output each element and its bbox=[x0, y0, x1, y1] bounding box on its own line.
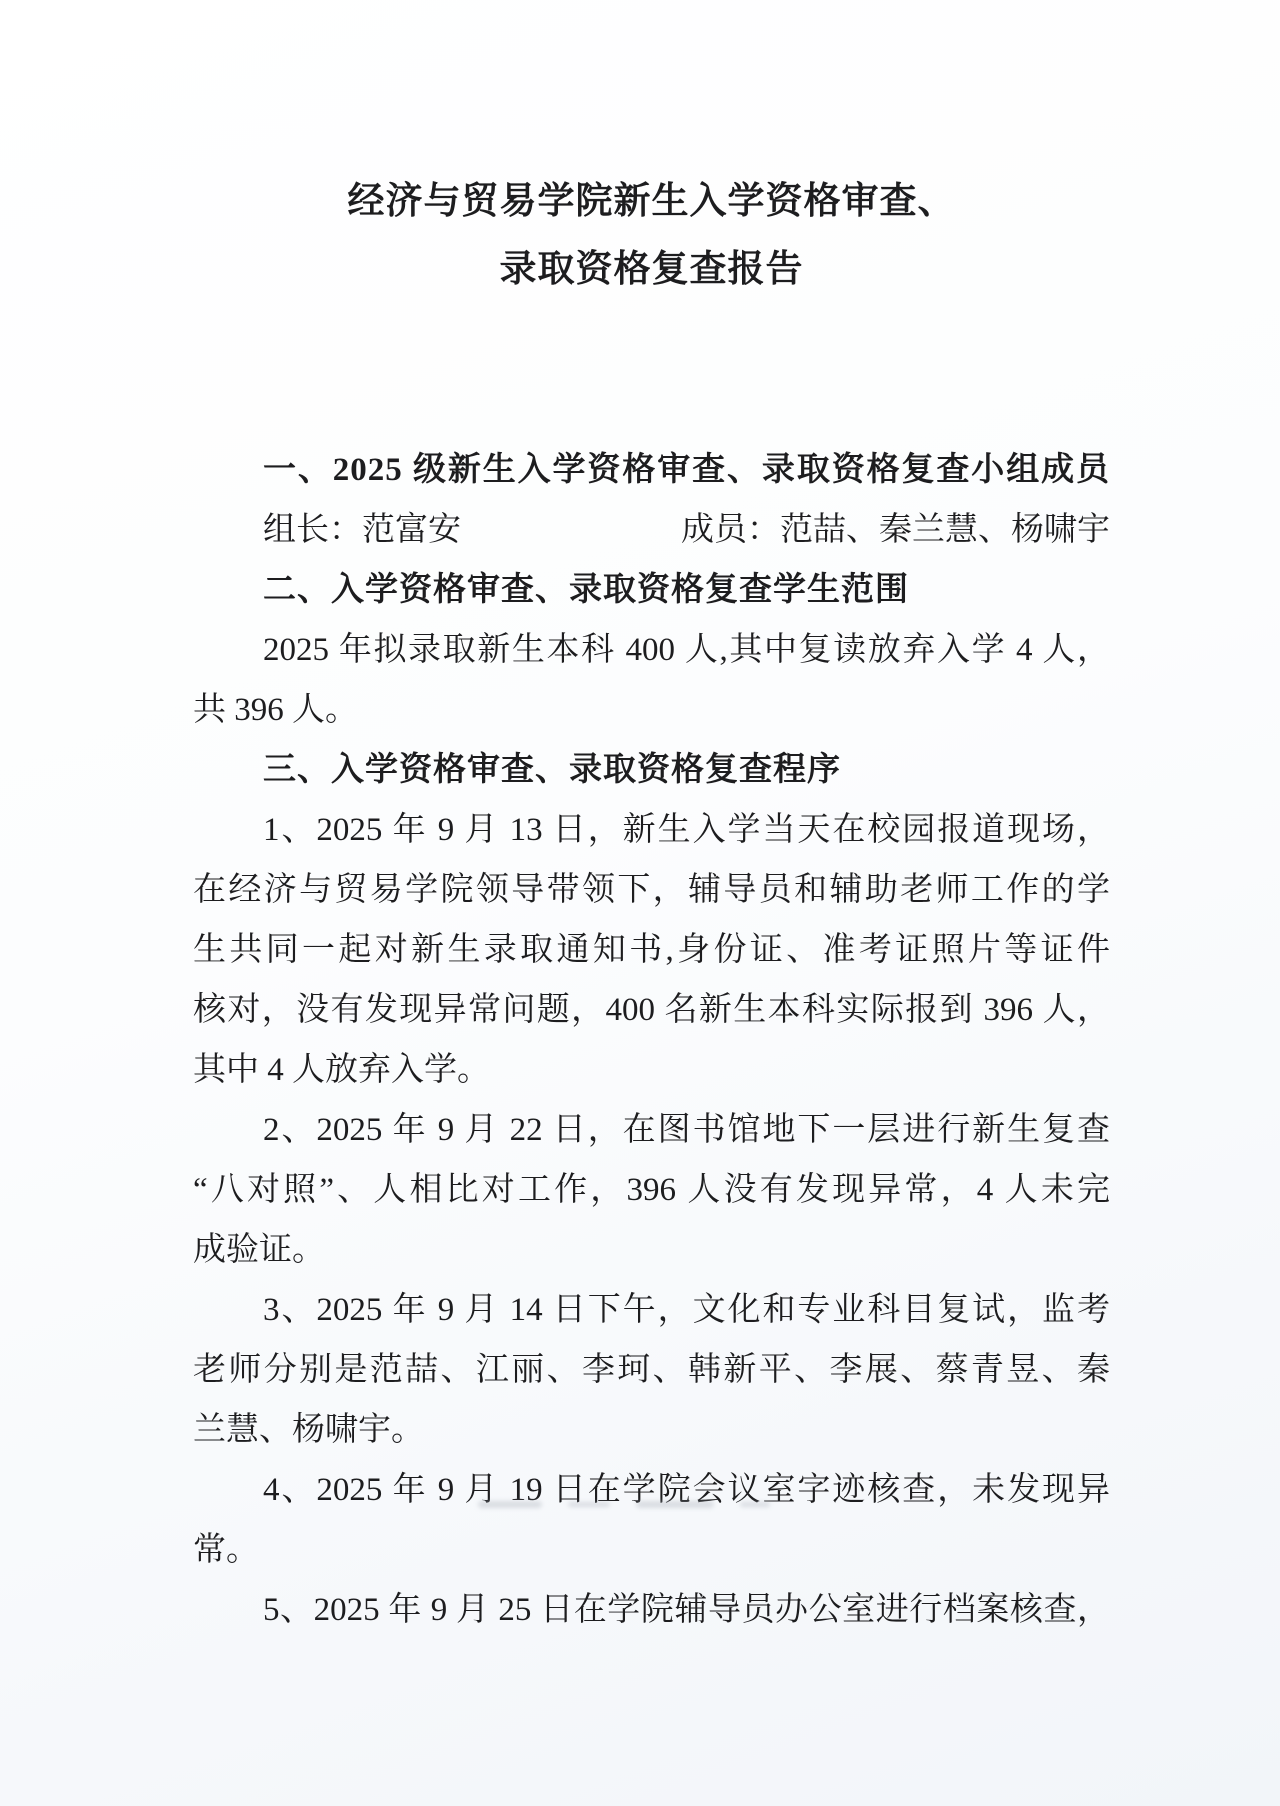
body-line: 在经济与贸易学院领导带领下，辅导员和辅助老师工作的学 bbox=[193, 872, 1110, 908]
body-line: 常。 bbox=[193, 1532, 259, 1568]
body-line: 核对，没有发现异常问题，400 名新生本科实际报到 396 人， bbox=[193, 992, 1110, 1028]
body-line-segment: 成员：范喆、秦兰慧、杨啸宇 bbox=[681, 512, 1110, 548]
document-body bbox=[193, 440, 1110, 1640]
body-line-segment: 组长：范富安 bbox=[263, 512, 461, 548]
document-title-line-1: 经济与贸易学院新生入学资格审查、 bbox=[347, 181, 956, 222]
body-line: 成验证。 bbox=[193, 1232, 325, 1268]
body-line: 5、2025 年 9 月 25 日在学院辅导员办公室进行档案核查， bbox=[263, 1592, 1110, 1628]
body-line: 兰慧、杨啸宇。 bbox=[193, 1412, 424, 1448]
body-line: 生共同一起对新生录取通知书,身份证、准考证照片等证件 bbox=[193, 932, 1110, 968]
body-line: 老师分别是范喆、江丽、李珂、韩新平、李展、蔡青昱、秦 bbox=[193, 1352, 1110, 1388]
body-line bbox=[193, 500, 1110, 560]
body-line: 2025 年拟录取新生本科 400 人,其中复读放弃入学 4 人， bbox=[263, 632, 1110, 668]
document-title bbox=[193, 168, 1110, 304]
section-heading: 三、入学资格审查、录取资格复查程序 bbox=[263, 752, 841, 788]
body-line: 4、2025 年 9 月 19 日在学院会议室字迹核查，未发现异 bbox=[263, 1472, 1110, 1508]
body-line: 2、2025 年 9 月 22 日，在图书馆地下一层进行新生复查 bbox=[263, 1112, 1110, 1148]
body-line: 1、2025 年 9 月 13 日，新生入学当天在校园报道现场， bbox=[263, 812, 1110, 848]
document-title-line-2: 录取资格复查报告 bbox=[499, 249, 804, 290]
body-line: 其中 4 人放弃入学。 bbox=[193, 1052, 490, 1088]
section-heading: 一、2025 级新生入学资格审查、录取资格复查小组成员 bbox=[263, 452, 1110, 488]
body-line: 3、2025 年 9 月 14 日下午，文化和专业科目复试，监考 bbox=[263, 1292, 1110, 1328]
body-line: “八对照”、人相比对工作，396 人没有发现异常，4 人未完 bbox=[193, 1172, 1110, 1208]
section-heading: 二、入学资格审查、录取资格复查学生范围 bbox=[263, 572, 909, 608]
body-line: 共 396 人。 bbox=[193, 692, 358, 728]
